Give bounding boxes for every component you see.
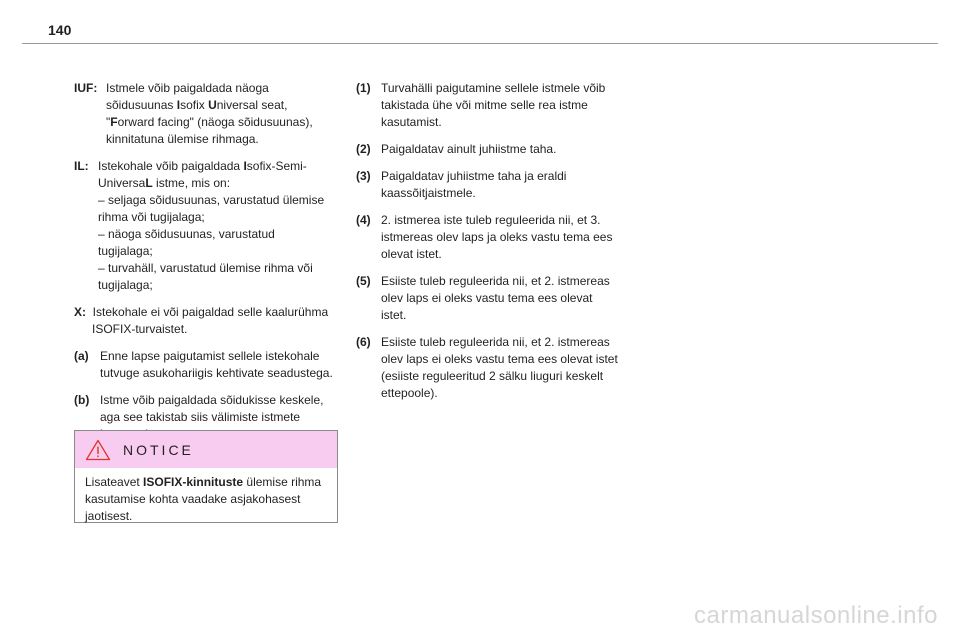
footnote-4 bbox=[356, 212, 626, 263]
right-column bbox=[356, 80, 626, 412]
entry-label: (b) bbox=[74, 393, 90, 407]
footnote-label: (4) bbox=[356, 213, 371, 227]
watermark: carmanualsonline.info bbox=[694, 602, 938, 629]
footnote-5 bbox=[356, 273, 626, 324]
entry-text: Istme võib paigaldada sõidukisse keskele, aga see takistab siis välimiste istmete bbox=[100, 393, 324, 424]
notice-body: Lisateavet ISOFIX-kinnituste ülemise rihma kasutamise kohta vaadake asjakohasest jaotisest. bbox=[85, 475, 322, 523]
entry-iuf bbox=[74, 80, 344, 148]
warning-icon bbox=[85, 439, 111, 461]
entry-label: IUF: bbox=[74, 81, 98, 95]
left-column bbox=[74, 80, 344, 453]
notice-header bbox=[75, 431, 337, 468]
footnote-1 bbox=[356, 80, 626, 131]
footnote-text: Paigaldatav juhiistme taha ja eraldi kaassõitjaistmele. bbox=[381, 169, 567, 200]
entry-x bbox=[74, 304, 344, 338]
header-rule bbox=[22, 43, 938, 44]
footnote-text: Paigaldatav ainult juhiistme taha. bbox=[381, 142, 557, 156]
entry-text: Istekohale ei või paigaldad selle kaalurühma bbox=[92, 305, 329, 319]
footnote-3 bbox=[356, 168, 626, 202]
footnote-text: 2. istmerea iste tuleb reguleerida nii, et 3. istmereas olev laps ja oleks vastu tema ees olevat istet. bbox=[381, 213, 613, 261]
notice-box bbox=[74, 430, 338, 523]
entry-label: IL: bbox=[74, 159, 89, 173]
footnote-label: (5) bbox=[356, 274, 371, 288]
entry-il bbox=[74, 158, 344, 294]
footnote-text: Turvahälli paigutamine sellele istmele võib takistada ühe või mitme selle rea istme kasutamist. bbox=[381, 81, 606, 129]
footnote-label: (3) bbox=[356, 169, 371, 183]
entry-label: (a) bbox=[74, 349, 89, 363]
entry-label: X: bbox=[74, 305, 86, 319]
entry-text: Istekohale võib paigaldada Isofix-Semi- UniversaL istme, mis on: – seljaga sõidusuunas, varustatud ülemise rihma või tugijalaga; – näoga sõidusuunas, varustatud tugijalaga; – turvahäll, varustatud ülemise rihma või tugijalaga; bbox=[98, 159, 325, 292]
entry-text-cont: ISOFIX-turvaistet. bbox=[92, 322, 188, 336]
footnote-label: (1) bbox=[356, 81, 371, 95]
footnote-6 bbox=[356, 334, 626, 402]
footnote-label: (6) bbox=[356, 335, 371, 349]
entry-text: Istmele võib paigaldada näoga sõidusuunas Isofix Universal seat, "Forward facing" (näoga sõidusuunas), kinnitatuna ülemise rihmaga. bbox=[106, 81, 313, 146]
notice-title: NOTICE bbox=[123, 441, 194, 458]
footnote-label: (2) bbox=[356, 142, 371, 156]
entry-text: Enne lapse paigutamist sellele istekohale tutvuge asukohariigis kehtivate seadustega. bbox=[100, 349, 333, 380]
entry-a bbox=[74, 348, 344, 382]
page-number: 140 bbox=[48, 22, 72, 38]
footnote-text: Esiiste tuleb reguleerida nii, et 2. istmereas olev laps ei oleks vastu tema ees olevat istet (esiiste reguleeritud 2 sälku liuguri keskelt ettepoole). bbox=[381, 335, 618, 400]
footnote-2 bbox=[356, 141, 626, 158]
footnote-text: Esiiste tuleb reguleerida nii, et 2. istmereas olev laps ei oleks vastu tema ees olevat istet. bbox=[381, 274, 610, 322]
